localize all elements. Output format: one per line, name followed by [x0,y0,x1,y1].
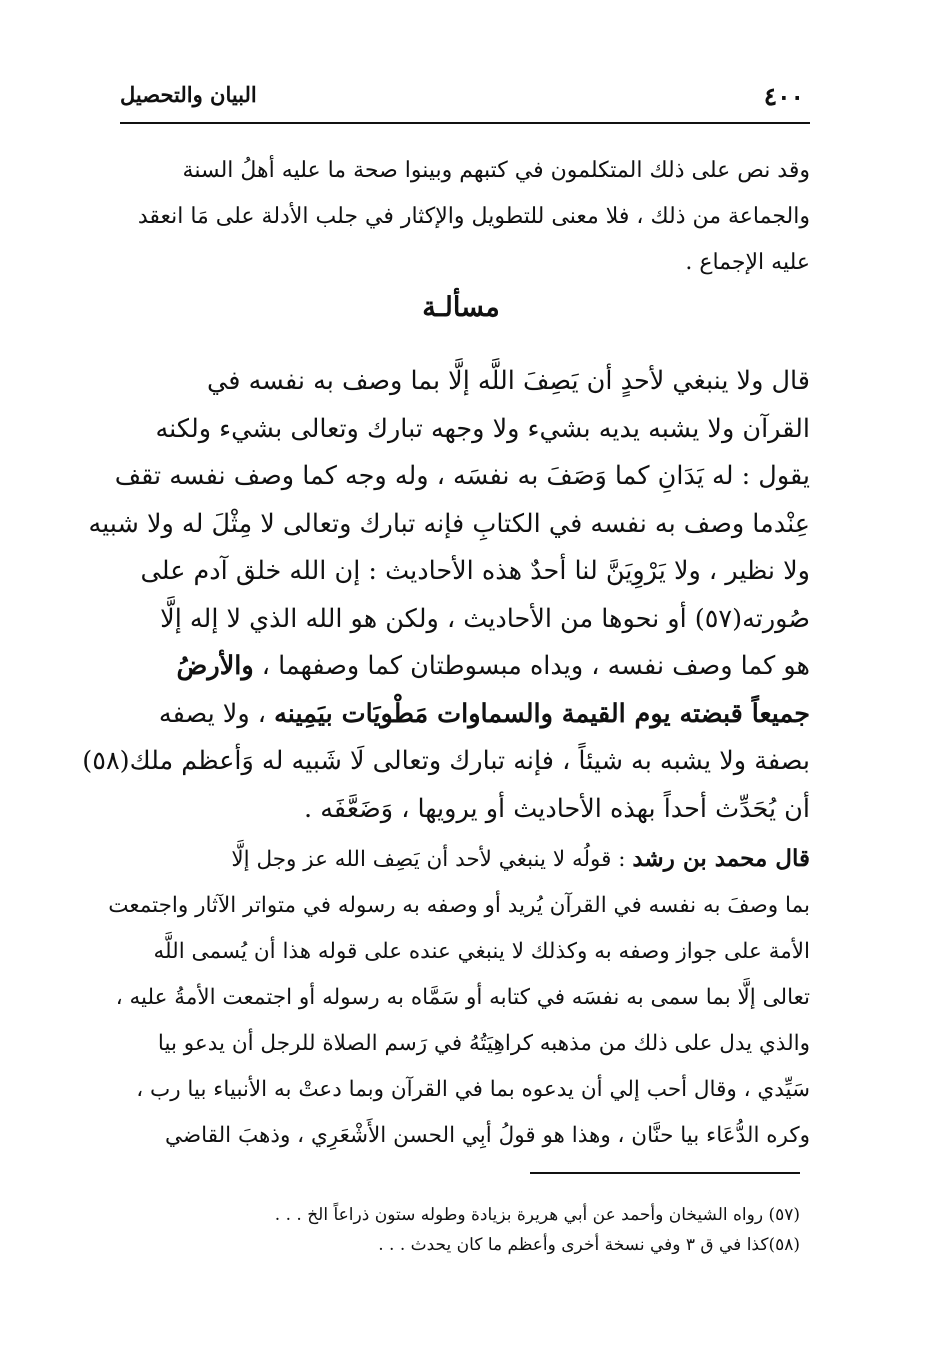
text-line: سَيِّدي ، وقال أحب إلي أن يدعوه بما في القرآن وبما دعتْ به الأنبياء بيا رب ، [136,1077,810,1102]
text-line: القرآن ولا يشبه يديه بشيء ولا وجهه تبارك وتعالى بشيء ولكنه [155,413,810,444]
text-line: يقول : له يَدَانِ كما وَصَفَ به نفسَه ، وله وجه كما وصف نفسه تقف [114,461,810,491]
text-segment: ، ولا يصفه [158,698,267,729]
text-segment: : قولُه لا ينبغي لأحد أن يَصِف الله عز وجل إلَّا [231,847,626,872]
text-segment: هو كما وصف نفسه ، ويداه مبسوطتان كما وصفهما ، [261,651,810,681]
footnotes [200,1200,800,1260]
text-line [112,643,810,691]
quoted-text [82,358,810,833]
text-line: قال ولا ينبغي لأحدٍ أن يَصِفَ اللَّه إلَّا بما وصف به نفسه في [207,366,810,396]
text-line: وكره الدُّعَاء بيا حنَّان ، وهذا هو قولُ أبِي الحسن الأَشْعَرِي ، وذهبَ القاضي [164,1123,810,1148]
text-line: تعالى إلَّا بما سمى به نفسَه في كتابه أو سَمَّاه به رسوله أو اجتمعت الأمةُ عليه ، [115,985,810,1010]
text-line: ولا نظير ، ولا يَرْوِيَنَّ لنا أحدٌ هذه الأحاديث : إن الله خلق آدم على [140,556,810,586]
footnote-divider [530,1172,800,1174]
quran-verse-text: جميعاً قبضته يوم القيمة والسماوات مَطْويَات بيَمِينه [274,698,810,729]
running-title: البيان والتحصيل [120,82,257,107]
text-line: الأمة على جواز وصفه به وكذلك لا ينبغي عنده على قوله هذا أن يُسمى اللَّه [153,939,810,964]
footnote-57: (٥٧) رواه الشيخان وأحمد عن أبي هريرة بزيادة وطوله ستون ذراعاً الخ . . . [274,1205,800,1225]
footnote-58: (٥٨)كذا في ق ٣ وفي نسخة أخرى وأعظم ما كان يحدث . . . [378,1235,800,1255]
text-line: صُورته(٥٧) أو نحوها من الأحاديث ، ولكن هو الله الذي لا إله إلَّا [160,603,810,634]
text-line: أن يُحَدِّث أحداً بهذه الأحاديث أو يرويها ، وَضَعَّفَه . [304,793,810,824]
text-line: وقد نص على ذلك المتكلمون في كتبهم وبينوا صحة ما عليه أهلُ السنة [182,158,810,183]
page-number: ٤٠٠ [763,82,804,111]
text-line: عِنْدما وصف به نفسه في الكتابِ فإنه تبارك وتعالى لا مِثْلَ له ولا شبيه [88,508,810,539]
page-header [120,78,810,124]
text-line: والذي يدل على ذلك من مذهبه كراهِيَتُهُ في رَسم الصلاة للرجل أن يدعو بيا [157,1031,810,1056]
text-line: عليه الإجماع . [685,250,810,275]
text-line [112,691,810,739]
section-heading: مسألـة [422,292,500,323]
intro-paragraph [112,148,810,286]
speaker-name: قال محمد بن رشد [632,845,810,872]
commentary-paragraph [108,836,810,1159]
text-line: بما وصفَ به نفسه في القرآن يُريد أو وصفه به رسوله في متواتر الآثار واجتمعت [108,893,810,918]
text-line: والجماعة من ذلك ، فلا معنى للتطويل والإكثار في جلب الأدلة على مَا انعقد [137,204,810,229]
text-line [112,836,810,883]
quran-verse-text: والأرضُ [176,651,254,681]
text-line: بصفة ولا يشبه به شيئاً ، فإنه تبارك وتعالى لَا شَبيه له وَأعظم ملك(٥٨) [82,746,810,776]
